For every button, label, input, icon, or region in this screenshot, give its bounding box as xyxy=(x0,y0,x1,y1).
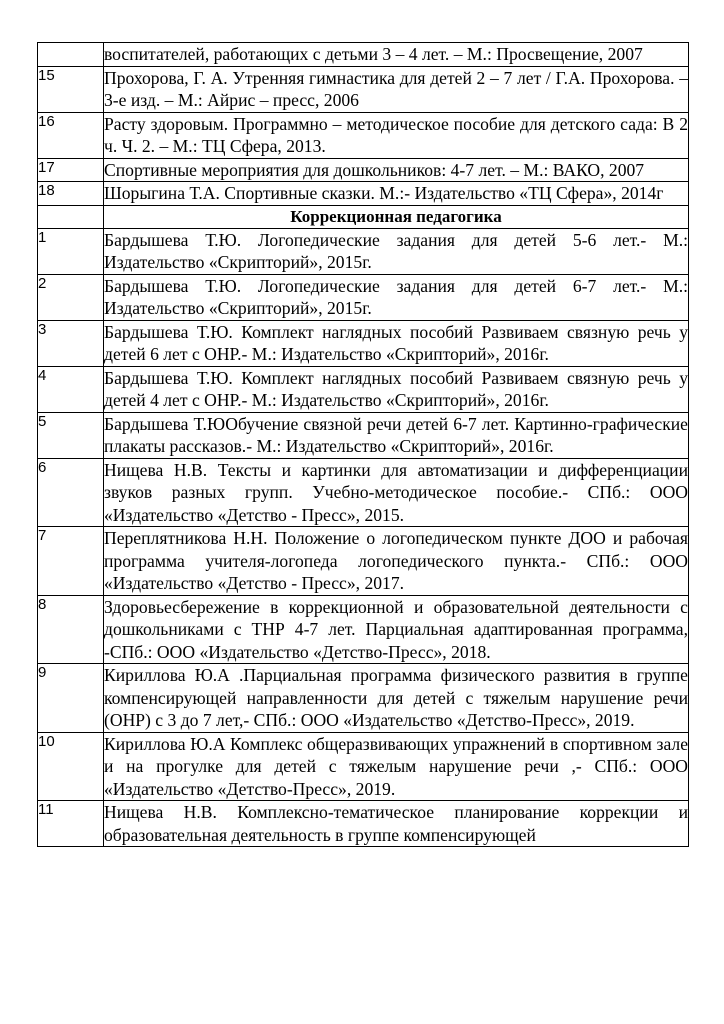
table-row xyxy=(38,66,689,112)
table-row xyxy=(38,595,689,664)
table-row xyxy=(38,801,689,847)
table-row xyxy=(38,182,689,206)
table-row xyxy=(38,412,689,458)
row-text: Кириллова Ю.А .Парциальная программа физического развития в группе компенсирующей направленности для детей с тяжелым нарушение речи (ОНР) с 3 до 7 лет,- СПб.: ООО «Издательство «Детство-Пресс», 2019. xyxy=(104,665,688,730)
row-number: 6 xyxy=(38,458,104,527)
table-row xyxy=(38,527,689,596)
row-number xyxy=(38,43,104,67)
row-text: Бардышева Т.Ю. Комплект наглядных пособий Развиваем связную речь у детей 4 лет с ОНР.- М.: Издательство «Скрипторий», 2016г. xyxy=(104,367,688,410)
table-row xyxy=(38,366,689,412)
row-text: Нищева Н.В. Комплексно-тематическое планирование коррекции и образовательная деятельность в группе компенсирующей xyxy=(104,802,688,845)
row-number: 7 xyxy=(38,527,104,596)
row-number: 4 xyxy=(38,366,104,412)
section-number-cell xyxy=(38,205,104,228)
row-number: 16 xyxy=(38,112,104,158)
row-number: 9 xyxy=(38,664,104,733)
table-row xyxy=(38,274,689,320)
row-text: Бардышева Т.Ю. Логопедические задания для детей 5-6 лет.- М.: Издательство «Скрипторий», 2015г. xyxy=(104,229,688,272)
table-row xyxy=(38,158,689,182)
row-text: Здоровьесбережение в коррекционной и образовательной деятельности с дошкольниками с ТНР 4-7 лет. Парциальная адаптированная программа, -СПб.: ООО «Издательство «Детство-Пресс», 2018. xyxy=(104,596,688,662)
row-number: 2 xyxy=(38,274,104,320)
table-row xyxy=(38,228,689,274)
row-text: Расту здоровым. Программно – методическое пособие для детского сада: В 2 ч. Ч. 2. – М.: ТЦ Сфера, 2013. xyxy=(104,113,688,156)
row-text: Переплятникова Н.Н. Положение о логопедическом пункте ДОО и рабочая программа учителя-логопеда логопедического пункта.- СПб.: ООО «Издательство «Детство - Пресс», 2017. xyxy=(104,528,688,593)
table-row xyxy=(38,320,689,366)
row-number: 3 xyxy=(38,320,104,366)
bibliography-table xyxy=(37,42,689,847)
row-number: 5 xyxy=(38,412,104,458)
table-row xyxy=(38,43,689,67)
table-row xyxy=(38,664,689,733)
row-number: 18 xyxy=(38,182,104,206)
row-text: воспитателей, работающих с детьми 3 – 4 лет. – М.: Просвещение, 2007 xyxy=(104,43,689,67)
row-text: Спортивные мероприятия для дошкольников: 4-7 лет. – М.: ВАКО, 2007 xyxy=(104,158,689,182)
row-text: Шорыгина Т.А. Спортивные сказки. М.:- Издательство «ТЦ Сфера», 2014г xyxy=(104,182,689,206)
row-text: Бардышева Т.Ю. Комплект наглядных пособий Развиваем связную речь у детей 6 лет с ОНР.- М.: Издательство «Скрипторий», 2016г. xyxy=(104,321,688,364)
table-row xyxy=(38,458,689,527)
row-text: Бардышева Т.Ю. Логопедические задания для детей 6-7 лет.- М.: Издательство «Скрипторий», 2015г. xyxy=(104,275,688,318)
table-row xyxy=(38,732,689,801)
row-number: 10 xyxy=(38,732,104,801)
row-text: Кириллова Ю.А Комплекс общеразвивающих упражнений в спортивном зале и на прогулке для детей с тяжелым нарушение речи ,- СПб.: ООО «Издательство «Детство-Пресс», 2019. xyxy=(104,733,688,799)
row-text: Нищева Н.В. Тексты и картинки для автоматизации и дифференциации звуков разных групп. Учебно-методическое пособие.- СПб.: ООО «Издательство «Детство - Пресс», 2015. xyxy=(104,459,688,525)
section-header-row xyxy=(38,205,689,228)
row-number: 17 xyxy=(38,158,104,182)
section-title: Коррекционная педагогика xyxy=(104,205,689,228)
table-row xyxy=(38,112,689,158)
row-text: Прохорова, Г. А. Утренняя гимнастика для детей 2 – 7 лет / Г.А. Прохорова. – 3-е изд. – М.: Айрис – пресс, 2006 xyxy=(104,67,688,110)
row-number: 8 xyxy=(38,595,104,664)
row-number: 15 xyxy=(38,66,104,112)
row-number: 11 xyxy=(38,801,104,847)
row-text: Бардышева Т.ЮОбучение связной речи детей 6-7 лет. Картинно-графические плакаты рассказов.- М.: Издательство «Скрипторий», 2016г. xyxy=(104,413,688,456)
row-number: 1 xyxy=(38,228,104,274)
